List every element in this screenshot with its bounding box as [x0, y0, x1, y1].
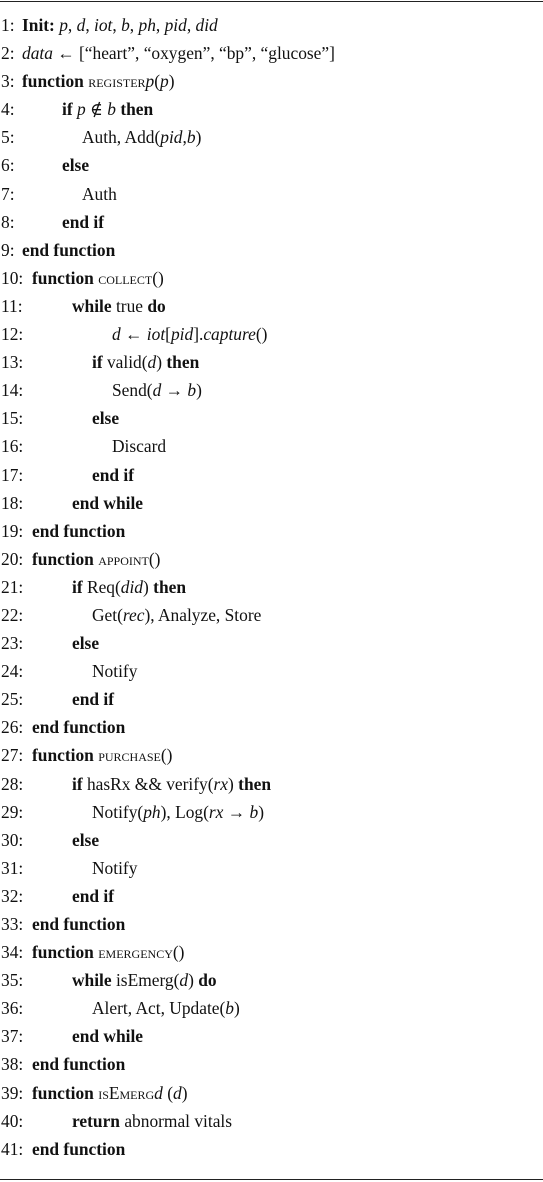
algorithm-line — [0, 1107, 543, 1135]
code-text — [112, 376, 202, 404]
code-text — [22, 236, 115, 264]
algorithm-line — [0, 741, 543, 769]
code-text — [32, 910, 125, 938]
variable: d — [173, 1082, 182, 1103]
line-number: 23: — [1, 633, 24, 654]
variable: p — [59, 15, 68, 35]
keyword: end function — [32, 520, 126, 541]
line-number: 12: — [1, 324, 24, 345]
line-number: 30: — [1, 829, 24, 850]
code-text — [32, 1135, 125, 1163]
code-text — [92, 461, 134, 489]
code-token: ) — [188, 970, 199, 991]
code-token: Notify( — [92, 801, 144, 822]
code-token: Auth, Add( — [82, 127, 161, 148]
procedure-name: emergency — [98, 942, 173, 963]
keyword: function — [32, 548, 94, 569]
code-token: ) — [181, 1082, 188, 1103]
code-token: isEmerg( — [111, 970, 180, 991]
line-number: 2: — [1, 43, 15, 64]
code-text — [72, 629, 99, 657]
algorithm-line — [0, 657, 543, 685]
code-token: ) — [143, 576, 154, 597]
keyword: end function — [32, 717, 126, 738]
code-token: → — [161, 380, 188, 401]
keyword: do — [147, 295, 166, 316]
code-text — [92, 348, 199, 376]
variable: d — [76, 15, 86, 35]
line-number: 27: — [1, 745, 24, 766]
variable: b — [187, 380, 197, 401]
code-text — [62, 151, 89, 179]
variable: p — [160, 71, 169, 92]
line-number: 26: — [1, 717, 24, 738]
variable: b — [249, 801, 259, 822]
variable: iot — [94, 15, 113, 35]
keyword: end function — [32, 1054, 126, 1075]
procedure-name: purchase — [98, 745, 161, 766]
code-token: ) — [156, 352, 167, 373]
code-text — [72, 292, 166, 320]
algorithm-listing — [0, 11, 543, 1163]
algorithm-line — [0, 39, 543, 67]
keyword: do — [198, 970, 217, 991]
code-token: ), Log( — [160, 801, 209, 822]
line-number: 34: — [1, 942, 24, 963]
code-token: ← — [120, 324, 147, 345]
procedure-name: appoint — [98, 548, 149, 569]
algorithm-line — [0, 910, 543, 938]
code-text — [92, 601, 261, 629]
code-text — [72, 685, 114, 713]
algorithm-line — [0, 264, 543, 292]
keyword: end if — [62, 211, 105, 232]
code-token: , — [182, 127, 187, 148]
algorithm-line — [0, 798, 543, 826]
code-text — [92, 798, 264, 826]
algorithm-line — [0, 292, 543, 320]
algorithm-line — [0, 348, 543, 376]
keyword: while — [72, 970, 112, 991]
code-token: ← [“heart”, “oxygen”, “bp”, “glucose”] — [52, 43, 335, 64]
keyword: if — [92, 352, 103, 373]
keyword: then — [120, 99, 154, 120]
keyword: end function — [32, 914, 126, 934]
keyword: else — [72, 633, 100, 654]
variable: rec — [122, 604, 145, 625]
code-text — [32, 517, 125, 545]
keyword: then — [238, 773, 272, 794]
code-text — [112, 320, 267, 348]
algorithm-line — [0, 1079, 543, 1107]
line-number: 33: — [1, 914, 24, 934]
code-token: Notify — [92, 661, 138, 682]
algorithm-line — [0, 461, 543, 489]
code-text — [92, 854, 137, 882]
variable: b — [225, 998, 234, 1019]
code-token: ) — [196, 380, 202, 401]
code-token: () — [172, 942, 185, 963]
variable: pid — [160, 127, 183, 148]
code-token: Send( — [112, 380, 153, 401]
code-token: () — [160, 745, 173, 766]
algorithm-line — [0, 601, 543, 629]
code-text — [92, 994, 240, 1022]
line-number: 38: — [1, 1054, 24, 1075]
keyword: Init: — [22, 15, 55, 35]
keyword: if — [72, 576, 83, 597]
line-number: 6: — [1, 155, 15, 176]
line-number: 1: — [1, 15, 15, 35]
line-number: 18: — [1, 492, 24, 513]
code-token: () — [152, 267, 164, 288]
keyword: if — [72, 773, 83, 794]
line-number: 14: — [1, 380, 24, 401]
algorithm-line — [0, 95, 543, 123]
code-token: , — [67, 15, 77, 35]
line-number: 36: — [1, 998, 24, 1019]
code-text — [92, 657, 137, 685]
keyword: else — [72, 829, 100, 850]
algorithm-line — [0, 882, 543, 910]
line-number: 17: — [1, 464, 24, 485]
algorithm-line — [0, 376, 543, 404]
code-token: valid( — [102, 352, 148, 373]
variable: iot — [146, 324, 166, 345]
algorithm-line — [0, 713, 543, 741]
line-number: 31: — [1, 857, 24, 878]
keyword: function — [32, 267, 94, 288]
code-token: ]. — [193, 324, 204, 345]
procedure-name: collect — [98, 267, 153, 288]
keyword: end if — [72, 689, 115, 710]
algorithm-line — [0, 938, 543, 966]
variable: b — [186, 127, 196, 148]
line-number: 22: — [1, 604, 24, 625]
code-text — [32, 1050, 125, 1078]
variable: rx — [208, 801, 224, 822]
keyword: else — [92, 408, 120, 429]
variable: pid — [170, 324, 194, 345]
variable: b — [107, 99, 116, 120]
code-text — [72, 770, 271, 798]
algorithm-line — [0, 180, 543, 208]
keyword: function — [32, 1082, 94, 1103]
code-token: Get( — [92, 604, 123, 625]
variable: b — [121, 15, 130, 35]
code-token: Auth — [82, 183, 117, 204]
algorithm-line — [0, 489, 543, 517]
code-text — [82, 180, 117, 208]
algorithm-line — [0, 1022, 543, 1050]
code-text — [62, 208, 104, 236]
line-number: 7: — [1, 183, 15, 204]
line-number: 28: — [1, 773, 24, 794]
code-text — [82, 123, 201, 151]
code-token: [ — [165, 324, 171, 345]
variable: d — [154, 1082, 163, 1103]
line-number: 25: — [1, 689, 24, 710]
code-token: → — [223, 801, 250, 822]
code-text — [72, 489, 143, 517]
keyword: function — [22, 71, 84, 92]
line-number: 37: — [1, 1026, 24, 1047]
line-number: 15: — [1, 408, 24, 429]
bottom-rule — [0, 1179, 543, 1180]
procedure-name: isEmerg — [98, 1082, 155, 1103]
keyword: end while — [72, 492, 144, 513]
code-text — [32, 713, 125, 741]
variable: data — [22, 43, 53, 64]
variable: rx — [213, 773, 229, 794]
keyword: else — [62, 155, 90, 176]
variable: d — [152, 380, 162, 401]
keyword: end if — [72, 885, 115, 906]
code-token: abnormal vitals — [119, 1110, 233, 1131]
line-number: 9: — [1, 239, 15, 260]
code-token: , — [155, 15, 165, 35]
algorithm-line — [0, 123, 543, 151]
algorithm-line — [0, 236, 543, 264]
code-text — [72, 966, 217, 994]
variable: d — [147, 352, 157, 373]
code-token: ( — [154, 71, 161, 92]
code-token: () — [255, 324, 268, 345]
line-number: 41: — [1, 1138, 24, 1159]
line-number: 5: — [1, 127, 15, 148]
algorithm-line — [0, 404, 543, 432]
algorithm-line — [0, 826, 543, 854]
keyword: end while — [72, 1026, 144, 1047]
code-text — [22, 67, 175, 95]
algorithm-line — [0, 1050, 543, 1078]
line-number: 11: — [1, 295, 23, 316]
keyword: end function — [32, 1138, 126, 1159]
code-text — [72, 573, 186, 601]
variable: did — [195, 15, 218, 35]
algorithm-line — [0, 320, 543, 348]
keyword: if — [62, 99, 73, 120]
line-number: 39: — [1, 1082, 24, 1103]
algorithm-line — [0, 432, 543, 460]
algorithm-line — [0, 545, 543, 573]
code-text — [112, 432, 166, 460]
code-token: hasRx && verify( — [82, 773, 214, 794]
code-text — [92, 404, 119, 432]
keyword: end function — [22, 239, 116, 260]
code-token: ∉ — [85, 99, 108, 120]
code-token: Notify — [92, 857, 138, 878]
procedure-name: register — [88, 71, 146, 92]
code-token: Alert, Act, Update( — [92, 998, 226, 1019]
code-token: ), Analyze, Store — [144, 604, 262, 625]
keyword: end if — [92, 464, 135, 485]
algorithm-line — [0, 151, 543, 179]
code-text — [72, 1107, 232, 1135]
variable: d — [179, 970, 189, 991]
code-token: ) — [168, 71, 175, 92]
code-text — [32, 741, 172, 769]
variable: p — [76, 99, 86, 120]
variable: capture — [203, 324, 256, 345]
code-text — [22, 39, 335, 67]
code-token: ) — [195, 127, 202, 148]
code-text — [32, 264, 164, 292]
keyword: return — [72, 1110, 120, 1131]
top-rule — [0, 1, 543, 2]
code-token: , — [112, 15, 122, 35]
line-number: 24: — [1, 661, 24, 682]
algorithm-line — [0, 854, 543, 882]
variable: ph — [143, 801, 161, 822]
line-number: 10: — [1, 267, 24, 288]
keyword: while — [72, 295, 112, 316]
variable: pid — [164, 15, 187, 35]
line-number: 19: — [1, 520, 24, 541]
algorithm-line — [0, 994, 543, 1022]
code-token: ) — [234, 998, 240, 1019]
code-token: , — [85, 15, 95, 35]
code-token: ) — [258, 801, 264, 822]
algorithm-line — [0, 517, 543, 545]
code-text — [72, 826, 99, 854]
code-text — [32, 1079, 188, 1107]
line-number: 35: — [1, 970, 24, 991]
line-number: 13: — [1, 352, 24, 373]
line-number: 20: — [1, 548, 24, 569]
code-text — [22, 11, 218, 39]
code-token: ) — [228, 773, 239, 794]
keyword: function — [32, 745, 94, 766]
variable: did — [120, 576, 144, 597]
line-number: 16: — [1, 436, 24, 457]
code-text — [72, 1022, 143, 1050]
code-token: true — [111, 295, 148, 316]
line-number: 32: — [1, 885, 24, 906]
algorithm-line — [0, 629, 543, 657]
algorithm-line — [0, 573, 543, 601]
algorithm-line — [0, 966, 543, 994]
algorithm-line — [0, 11, 543, 39]
keyword: then — [153, 576, 187, 597]
variable: ph — [138, 15, 156, 35]
line-number: 29: — [1, 801, 24, 822]
line-number: 3: — [1, 71, 15, 92]
code-token: Req( — [82, 576, 121, 597]
line-number: 8: — [1, 211, 15, 232]
keyword: function — [32, 942, 94, 963]
keyword: then — [166, 352, 200, 373]
algorithm-line — [0, 770, 543, 798]
line-number: 4: — [1, 99, 15, 120]
code-token: , — [129, 15, 139, 35]
code-token: ( — [162, 1082, 174, 1103]
algorithm-line — [0, 67, 543, 95]
algorithm-line — [0, 685, 543, 713]
code-token: Discard — [112, 436, 167, 457]
code-text — [32, 545, 160, 573]
line-number: 40: — [1, 1110, 24, 1131]
variable: d — [112, 324, 121, 345]
algorithm-line — [0, 1135, 543, 1163]
line-number: 21: — [1, 576, 24, 597]
code-token: , — [186, 15, 196, 35]
code-text — [72, 882, 114, 910]
code-token: () — [148, 548, 161, 569]
variable: p — [145, 71, 155, 92]
algorithm-line — [0, 208, 543, 236]
code-text — [32, 938, 184, 966]
code-text — [62, 95, 153, 123]
